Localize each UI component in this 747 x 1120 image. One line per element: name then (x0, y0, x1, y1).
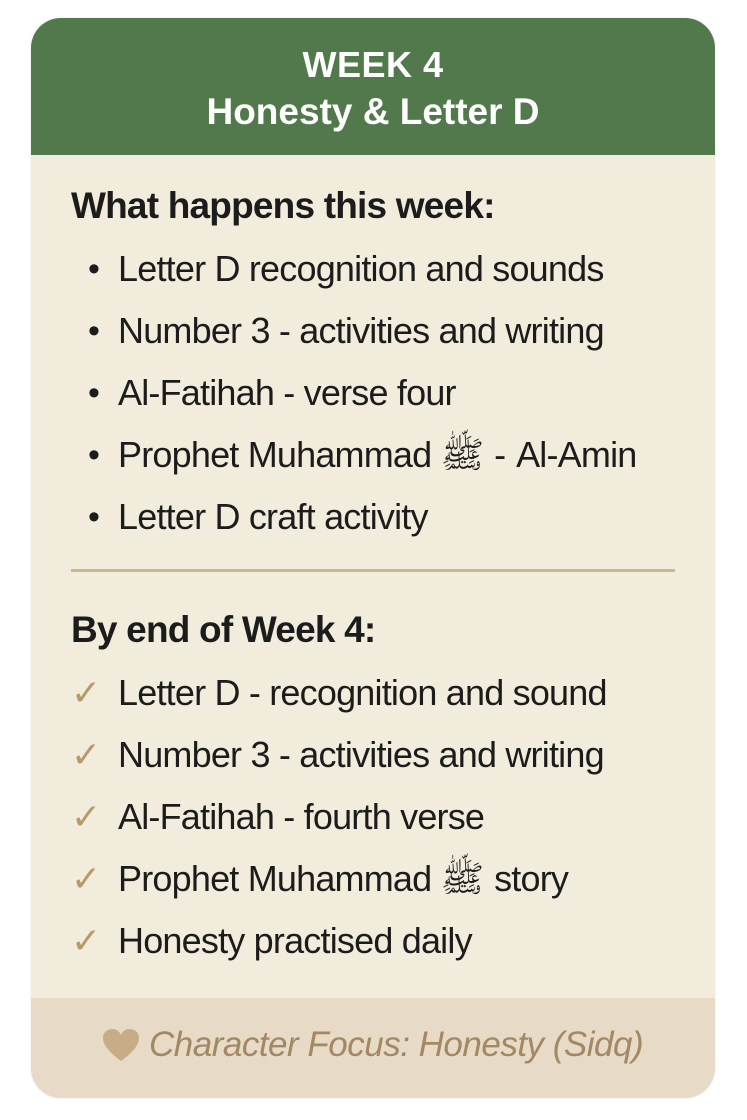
week-card (31, 18, 715, 1098)
list-item-text: Honesty practised daily (118, 920, 472, 961)
list-item-text: Letter D - recognition and sound (118, 672, 607, 713)
list-item-text: Al-Fatihah - fourth verse (118, 796, 485, 837)
checkmark-icon: ✓ (71, 858, 102, 899)
list-item-text: Al-Fatihah - verse four (118, 372, 456, 413)
heart-icon (101, 1026, 141, 1066)
list-item-text: Number 3 - activities and writing (118, 310, 604, 351)
checkmark-icon: ✓ (71, 734, 102, 775)
outcomes-heading: By end of Week 4: (71, 609, 376, 650)
list-item-text: Prophet Muhammad ﷺ - Al-Amin (118, 434, 637, 475)
week-title: Honesty & Letter D (206, 91, 540, 132)
character-focus-footer (31, 998, 715, 1098)
list-item-text: Letter D craft activity (118, 496, 428, 537)
this-week-heading: What happens this week: (71, 185, 495, 226)
week-label: WEEK 4 (302, 44, 444, 85)
bullet-icon: • (88, 374, 100, 412)
checkmark-icon: ✓ (71, 920, 102, 961)
list-item-text: Prophet Muhammad ﷺ story (118, 858, 569, 899)
checkmark-icon: ✓ (71, 672, 102, 713)
checkmark-icon: ✓ (71, 796, 102, 837)
bullet-icon: • (88, 312, 100, 350)
character-focus-text: Character Focus: Honesty (Sidq) (149, 1025, 644, 1064)
list-item-text: Number 3 - activities and writing (118, 734, 604, 775)
card-header (31, 18, 715, 155)
bullet-icon: • (88, 498, 100, 536)
bullet-icon: • (88, 250, 100, 288)
list-item-text: Letter D recognition and sounds (118, 248, 604, 289)
section-divider (71, 569, 675, 572)
bullet-icon: • (88, 436, 100, 474)
